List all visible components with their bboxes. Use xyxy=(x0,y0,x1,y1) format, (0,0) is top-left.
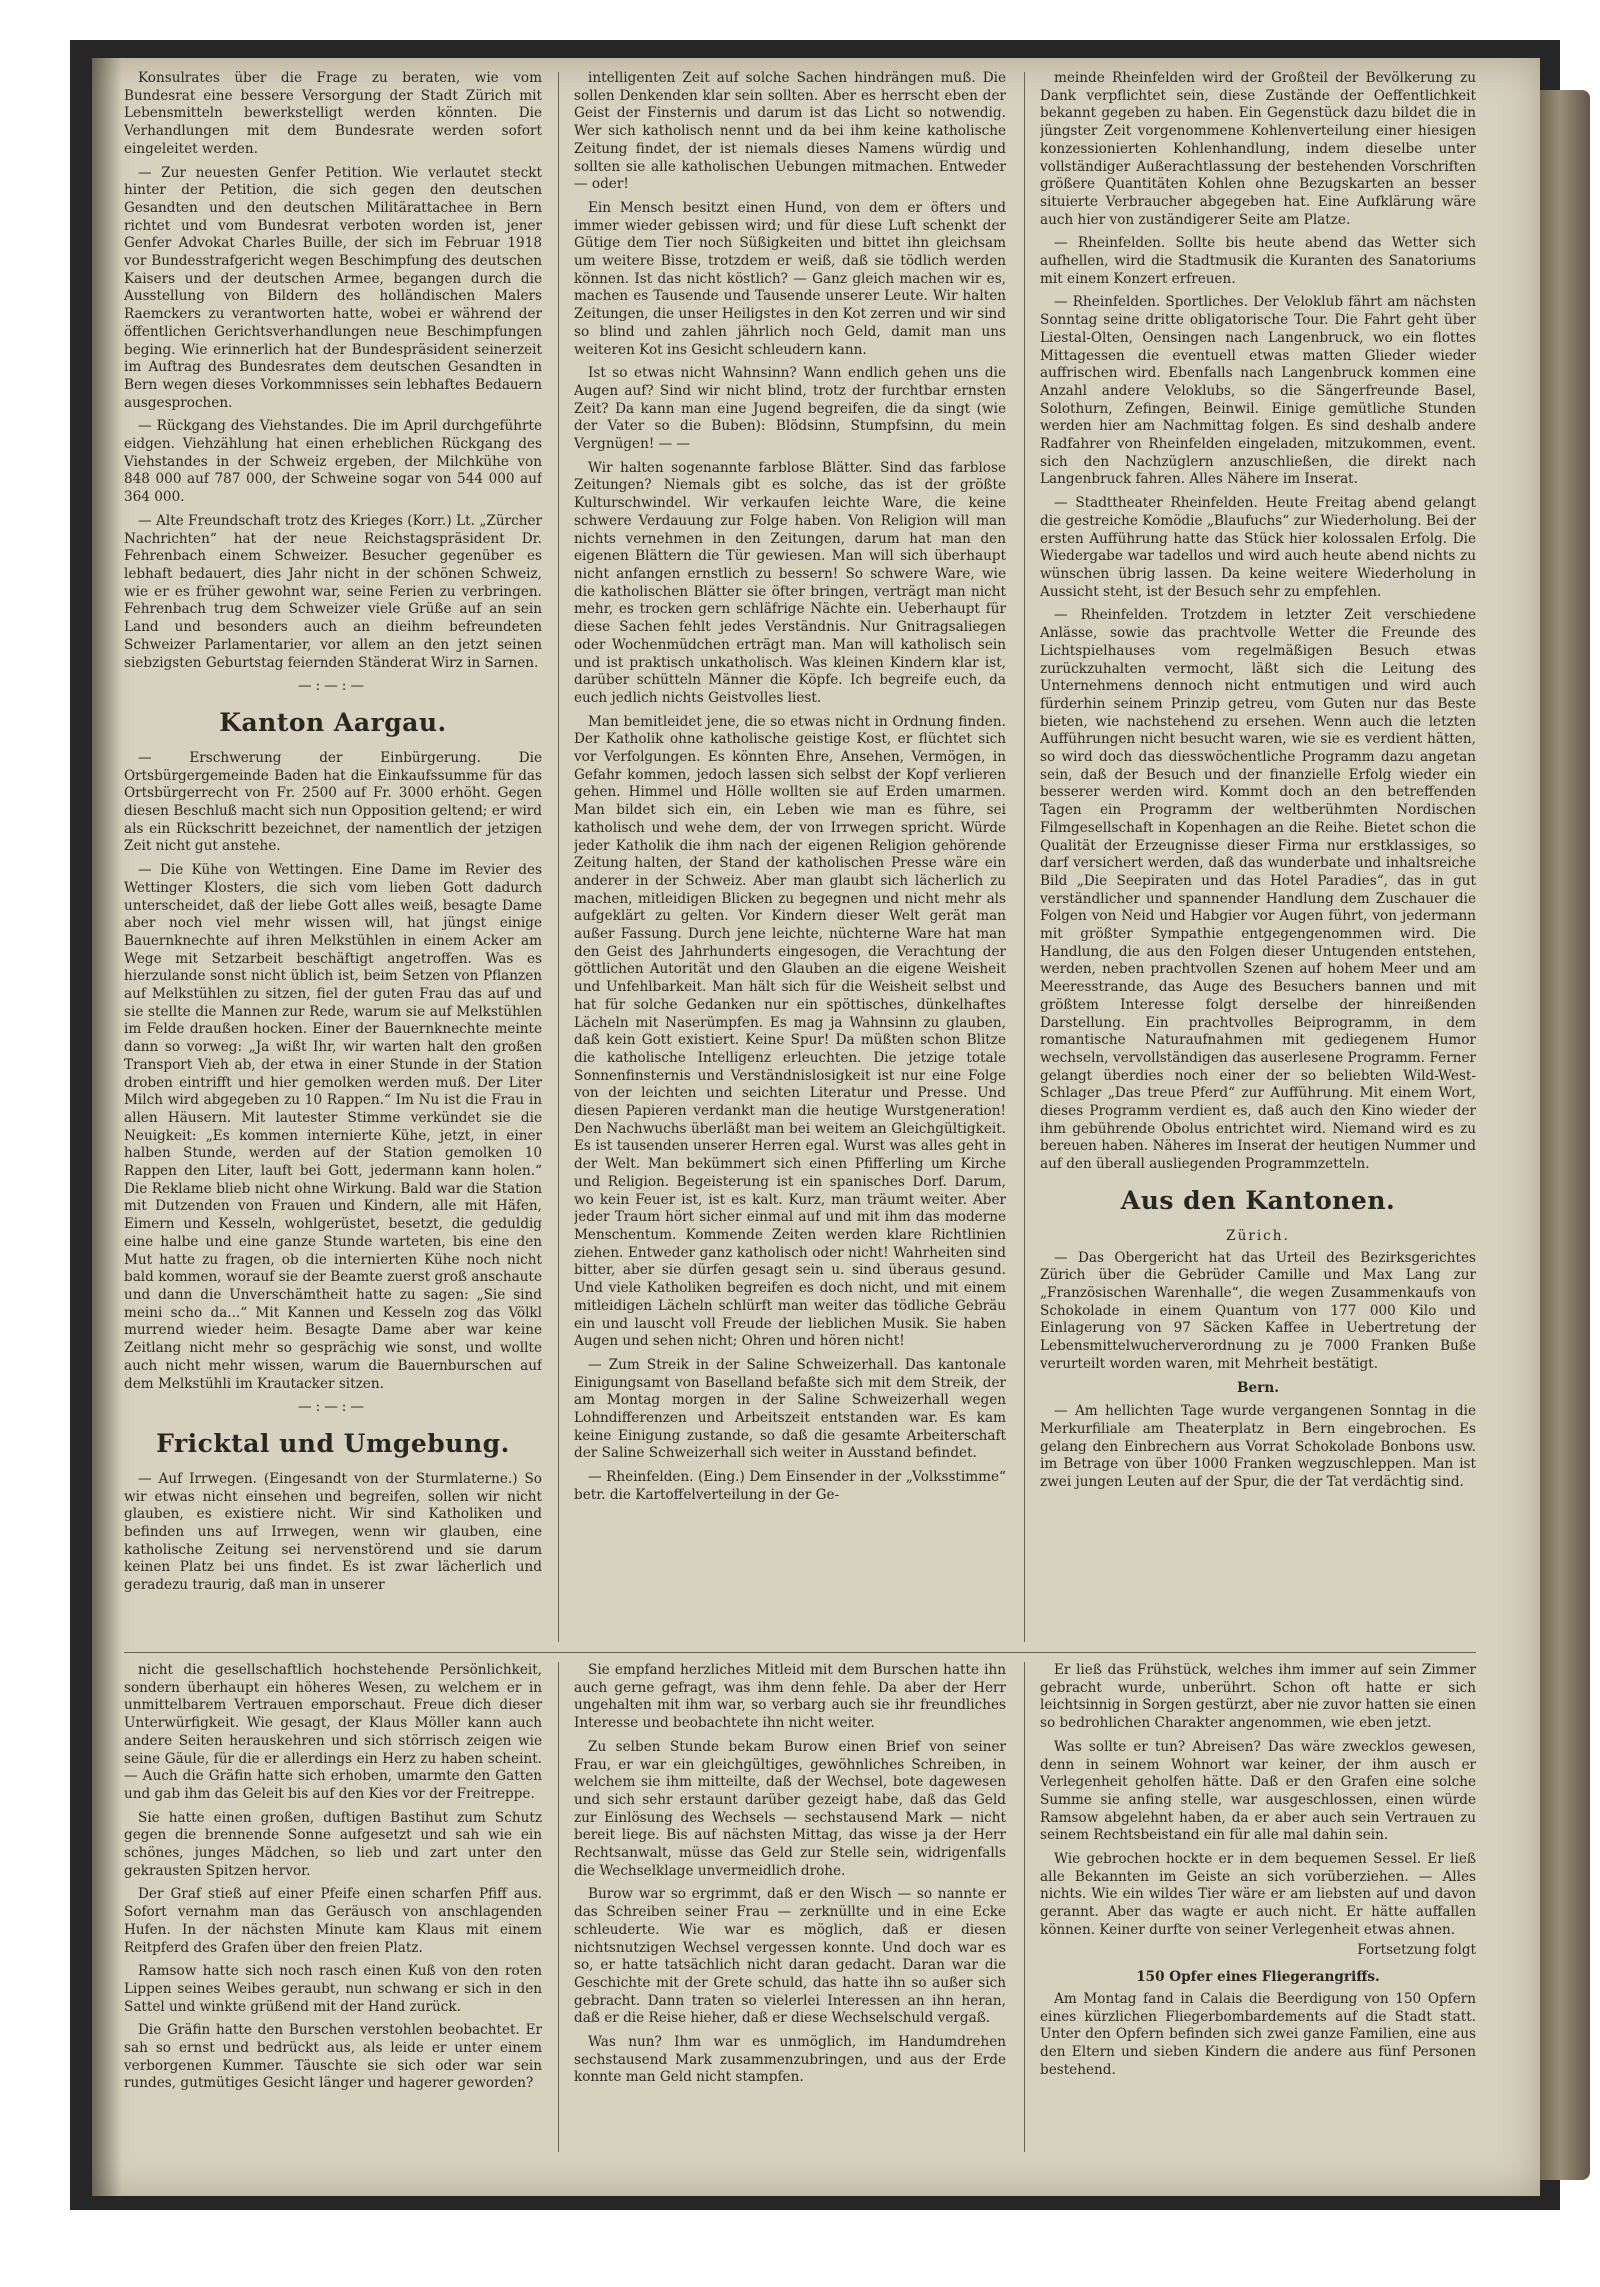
paragraph: Ramsow hatte sich noch rasch einen Kuß von den roten Lippen seines Weibes geraubt, nun schwang er sich in den Sattel und winkte grüßend mit der Hand zurück. xyxy=(124,1963,542,2015)
paragraph: — Erschwerung der Einbürgerung. Die Ortsbürgergemeinde Baden hat die Einkaufssumme für das Ortsbürgerrecht von Fr. 2500 auf Fr. 3000 erhöht. Gegen diesen Beschluß macht sich nun Opposition geltend; er wird als ein Rückschritt bezeichnet, der namentlich der jetzigen Zeit nicht gut anstehe. xyxy=(124,749,542,855)
paragraph: — Am hellichten Tage wurde vergangenen Sonntag in die Merkurfiliale am Theaterplatz in Bern eingebrochen. Es gelang den Einbrechern aus Vorrat Schokolade Bonbons usw. im Betrage von über 1000 Franken wegzuschleppen. Man ist zwei jungen Leuten auf der Spur, die der Tat verdächtig sind. xyxy=(1040,1403,1476,1491)
fliegerangriff-paragraphs xyxy=(1040,1991,1476,2080)
paragraph: Wie gebrochen hockte er in dem bequemen Sessel. Er ließ alle Bekannten im Geiste an sich vorüberziehen. — Alles nichts. Wie ein wildes Tier wäre er am liebsten auf und davon gerannt. Aber das wagte er auch nicht. Er hätte auffallen können. Keiner durfte von seiner Verlegenheit etwas ahnen. xyxy=(1040,1851,1476,1938)
column-rule xyxy=(558,72,559,1642)
paragraph: Die Gräfin hatte den Burschen verstohlen beobachtet. Er sah so ernst und bedrückt aus, als leide er unter einem verborgenen Kummer. Täuschte sie sich oder war sein rundes, gutmütiges Gesicht länger und hagerer geworden? xyxy=(124,2022,542,2092)
continuation-note: Fortsetzung folgt xyxy=(1357,1941,1476,1958)
paragraph: Burow war so ergrimmt, daß er den Wisch — so nannte er das Schreiben seiner Frau — zerknüllte und in eine Ecke schleuderte. Wie war es möglich, daß er diesen nichtsnutzigen Wechsel vergessen konnte. Und doch war es so, er hatte tatsächlich nicht daran gedacht. Daran war die Geschichte mit der Grete schuld, das hatte ihn so außer sich gebracht. Dann traten so vielerlei Interessen an ihn heran, daß er die Reise hieher, daß er diese Wechselschuld vergaß. xyxy=(574,1886,1006,2027)
page-stack-edge xyxy=(1540,90,1590,2180)
column-1 xyxy=(124,70,542,1640)
subheading-zurich: Zürich. xyxy=(1226,1227,1290,1244)
newspaper-page xyxy=(92,58,1540,2196)
col3-middle-articles xyxy=(1040,1250,1476,1374)
paragraph: — Rheinfelden. Sollte bis heute abend das Wetter sich aufhellen, wird die Stadtmusik die Kuranten des Sanatoriums mit einem Konzert erfreuen. xyxy=(1040,235,1476,287)
paragraph: — Alte Freundschaft trotz des Krieges (Korr.) Lt. „Zürcher Nachrichten“ hat der neue Reichstagspräsident Dr. Fehrenbach einem Schweizer. Besucher gegenüber es lebhaft bedauert, dies Jahr nicht in der schönen Schweiz, wie er es früher gewohnt war, seine Ferien zu verbringen. Fehrenbach trug dem Schweizer viele Grüße auf an sein Land und besonders auch an dieihm befreundeten Schweizer Parlamentarier, vor allem an den jetzt seinen siebzigsten Geburtstag feiernden Ständerat Wirz in Sarnen. xyxy=(124,512,542,671)
feuilleton-column-3 xyxy=(1040,1662,1476,2162)
spine-shadow xyxy=(92,58,122,2196)
paragraph: nicht die gesellschaftlich hochstehende Persönlichkeit, sondern überhaupt ein höheres Wesen, zu welchem er in unmittelbarem Vertrauen emporschaut. Freue dich dieser Unterwürfigkeit. Wie gesagt, der Klaus Möller kann auch andere Seiten herauskehren und sich störrisch zeigen wie seine Gäule, für die er allerdings ein Herz zu haben scheint. — Auch die Gräfin hatte sich erhoben, umarmte den Gatten und gab ihm das Geleit bis auf den Kies vor der Freitreppe. xyxy=(124,1662,542,1802)
paragraph: Sie empfand herzliches Mitleid mit dem Burschen hatte ihn auch gerne gefragt, was ihm denn fehle. Da aber der Herr ungehalten mit ihm war, so verbarg auch sie ihr freundliches Interesse und beobachtete ihn nicht weiter. xyxy=(574,1662,1006,1732)
paragraph: Ein Mensch besitzt einen Hund, von dem er öfters und immer wieder gebissen wird; und für diese Luft schenkt der Gütige dem Tier noch Süßigkeiten und bittet ihn gleichsam um weitere Bisse, trotzdem er weiß, daß sie tödlich werden können. Ist das nicht köstlich? — Ganz gleich machen wir es, machen es Tausende und Tausende unserer Leute. Wir halten Zeitungen, die unser Heiligstes in den Kot zerren und wir sind so blind und zahlen jährlich noch Geld, damit man uns weiteren Kot ins Gesicht schleudern kann. xyxy=(574,199,1006,358)
paragraph: — Die Kühe von Wettingen. Eine Dame im Revier des Wettinger Klosters, die sich vom lieben Gott dadurch unterscheidet, daß der liebe Gott alles weiß, besagte Dame aber noch viel mehr wissen will, hat jüngst einige Bauernknechte auf ihren Melkstühlen in einem Acker am Wege mit Setzarbeit beschäftigt angetroffen. Was es hierzulande sonst nicht üblich ist, beim Setzen von Pflanzen auf Melkstühlen zu sitzen, fiel der guten Frau das auf und sie stellte die Mannen zur Rede, warum sie auf Melkstühlen im Felde draußen hocken. Einer der Bauernknechte meinte dann so vorweg: „Ja wißt Ihr, wir warten halt den großen Transport Vieh ab, der etwa in einer Stunde in der Station droben eintrifft und hier gemolken werden muß. Der Liter Milch wird abgegeben zu 10 Rappen.“ Im Nu ist die Frau in allen Häusern. Mit lautester Stimme verkündet sie die Neuigkeit: „Es kommen internierte Kühe, jetzt, in einer halben Stunde, werden auf der Station gemolken 10 Rappen den Liter, lauft bei Gott, jedermann kann holen.“ Die Reklame blieb nicht ohne Wirkung. Bald war die Station mit Dutzenden von Frauen und Kindern, alle mit Häfen, Eimern und Kesseln, wohlgerüstet, besetzt, die geduldig eine halbe und eine ganze Stunde warteten, bis eine den Mut hatte zu fragen, ob die internierten Kühe noch nicht bald kommen, worauf sie der Beamte zuerst groß anschaute und dann die Unverschämtheit hatte zu sagen: „Sie sind meini scho da...“ Mit Kannen und Kesseln zog das Völkl murrend wieder heim. Besagte Dame aber war keine Zeitlang nicht mehr so gesprächig wie sonst, und wollte auch nicht mehr wissen, warum die Bauernburschen auf dem Melkstühli im Krautacker sitzen. xyxy=(124,862,542,1392)
paragraph: — Zum Streik in der Saline Schweizerhall. Das kantonale Einigungsamt von Baselland befaßte sich mit dem Streik, der am Montag morgen in der Saline Schweizerhall wegen Lohndifferenzen und Arbeitszeit entstanden war. Es kam keine Einigung zustande, so daß die gesamte Arbeiterschaft der Saline Schweizerhall sich weiter in Ausstand befindet. xyxy=(574,1356,1006,1462)
paragraph: Was nun? Ihm war es unmöglich, im Handumdrehen sechstausend Mark zusammenzubringen, und aus der Erde konnte man Geld nicht stampfen. xyxy=(574,2034,1006,2086)
paragraph: Der Graf stieß auf einer Pfeife einen scharfen Pfiff aus. Sofort vernahm man das Geräusch von anschlagenden Hufen. In der nächsten Minute kam Klaus mit einem Reitpferd des Grafen über den freien Platz. xyxy=(124,1886,542,1956)
paragraph: — Rheinfelden. Trotzdem in letzter Zeit verschiedene Anlässe, sowie das prachtvolle Wetter die Freunde des Lichtspielhauses vom regelmäßigen Besuch etwas zurückzuhalten vermocht, läßt sich die Leitung des Unternehmens dennoch nicht entmutigen und wird auch fürderhin seinem Prinzip getreu, vom Guten nur das Beste bieten, wie nachstehend zu ersehen. Wenn auch die letzten Aufführungen nicht besucht waren, wie sie es verdient hätten, so wird doch das diesswöchentliche Programm dazu angetan sein, daß der Besuch und der finanzielle Erfolg wieder ein besserer werden wird. Kommt doch an den betreffenden Tagen ein Programm der weltberühmten Nordischen Filmgesellschaft in Kopenhagen an die Reihe. Bietet schon die Qualität der Erzeugnisse dieser Firma nur erstklassiges, so darf versichert werden, daß das wunderbate und inhaltsreiche Bild „Die Seepiraten und das Hotel Paradies“, das in gut verständlicher und spannender Handlung dem Zuschauer die Folgen von Neid und Habgier vor Augen führt, von jedermann mit größter Sympathie entgegengenommen wird. Die Handlung, die aus den Folgen dieser Untugenden entstehen, werden, neben prachtvollen Szenen auf hohem Meer und am Meeresstrande, das Auge des Besuchers bannen und mit größtem Interesse folgt derselbe der hinreißenden Darstellung. Ein prachtvolles Beiprogramm, in dem romantische Naturaufnahmen mit gediegenem Humor wechseln, vervollständigen das auserlesene Programm. Ferner gelangt überdies noch einer der so beliebten Wild-West-Schlager „Das treue Pferd“ zur Aufführung. Mit einem Wort, dieses Programm verdient es, daß auch den Kino wieder der ihm gebührende Obolus entrichtet wird. Niemand wird es zu bereuen haben. Näheres im Inserat der heutigen Nummer und auf den überall ausliegenden Programmzetteln. xyxy=(1040,607,1476,1173)
paragraph: — Auf Irrwegen. (Eingesandt von der Sturmlaterne.) So wir etwas nicht einsehen und begreifen, sollen wir nicht glauben, es existiere nicht. Wir sind Katholiken und befinden uns auf Irrwegen, wenn wir glauben, eine katholische Zeitung sei nervenstörend und sie darum keinen Platz bei uns findet. Es ist zwar lächerlich und geradezu traurig, daß man in unserer xyxy=(124,1470,542,1594)
paragraph: — Rückgang des Viehstandes. Die im April durchgeführte eidgen. Viehzählung hat einen erheblichen Rückgang des Viehstandes in der Schweiz ergeben, der Milchkühe von 848 000 auf 787 000, der Schweine sogar von 544 000 auf 364 000. xyxy=(124,418,542,506)
paragraph: meinde Rheinfelden wird der Großteil der Bevölkerung zu Dank verpflichtet sein, diese Zustände der Oeffentlichkeit bekannt gegeben zu haben. Ein Gegenstück dazu bildet die in jüngster Zeit vorgenommene Kohlenverteilung einer hiesigen konzessionierten Kohlenhandlung, indem dieselbe unter vollständiger Außerachtlassung der bestehenden Vorschriften größere Quantitäten Kohlen ohne Bezugskarten an besser situierte Verbraucher abgegeben hat. Eine Aufklärung wäre auch hier von zuständigerer Seite am Platze. xyxy=(1040,70,1476,228)
col3-lower-articles xyxy=(1040,1403,1476,1492)
separator: —:—:— xyxy=(298,678,368,695)
paragraph: intelligenten Zeit auf solche Sachen hindrängen muß. Die sollen Denkenden klar sein sollten. Aber es herrscht eben der Geist der Finsternis und darum ist das Licht so notwendig. Wer sich katholisch nennt und da bei ihm keine katholische Zeitung findet, der ist niemals dieses Namens würdig und sollten sie alle katholischen Uebungen mitmachen. Entweder — oder! xyxy=(574,70,1006,193)
feuilleton-2-paragraphs xyxy=(574,1662,1006,2087)
section-heading-fricktal: Fricktal und Umgebung. xyxy=(156,1428,510,1458)
news-heading-fliegerangriff: 150 Opfer eines Fliegerangriffs. xyxy=(1136,1969,1380,1986)
paragraph: Am Montag fand in Calais die Beerdigung von 150 Opfern eines kürzlichen Fliegerbombardements auf die Stadt statt. Unter den Opfern befinden sich zwei ganze Familien, eine aus den Eltern und sieben Kindern die andere aus fünf Personen bestehend. xyxy=(1040,1990,1476,2078)
column-2 xyxy=(574,70,1006,1640)
column-rule xyxy=(1024,72,1025,1642)
paragraph: — Rheinfelden. Sportliches. Der Veloklub fährt am nächsten Sonntag seine dritte obligatorische Tour. Die Fahrt geht über Liestal-Olten, Oensingen nach Langenbruck, wo ein flottes Mittagessen die eventuell etwas matten Glieder wieder auffrischen wird. Ebenfalls nach Langenbruck kommen eine Anzahl andere Veloklubs, so die Sängerfreunde Basel, Solothurn, Zefingen, Beinwil. Einige gemütliche Stunden werden hier am Nachmittag folgen. Es sind deshalb andere Radfahrer von Rheinfelden eingeladen, mitzukommen, event. sich den Nachzüglern anzuschließen, die direkt nach Langenbruck fahren. Alles Nähere im Inserat. xyxy=(1040,294,1476,488)
paragraph: Wir halten sogenannte farblose Blätter. Sind das farblose Zeitungen? Niemals gibt es solche, das ist der größte Kulturschwindel. Wir verkaufen leichte Ware, die keine schwere Verdauung zur Folge haben. Von Religion will man nichts vernehmen in den Zeitungen, darum hat man den eigenen Blättern die Tür gewiesen. Man will sich überhaupt nicht anfangen ernstlich zu bessern! So schwere Ware, wie die katholischen Blätter sie öfter bringen, verträgt man nicht mehr, es trocken gern schläfrige Nächte ein. Ueberhaupt für diese Sachen fehlt jedes Verständnis. Nur Gnitragsaliegen oder Wochenmüdchen erträgt man. Man will katholisch sein und ist praktisch unkatholisch. Was kleinen Kindern klar ist, darüber schütteln Männer die Köpfe. Ich begreife euch, da euch jedlich nichts Geistvolles liest. xyxy=(574,459,1006,706)
paragraph: Konsulrates über die Frage zu beraten, wie vom Bundesrat eine bessere Versorgung der Stadt Zürich mit Lebensmitteln bewerkstelligt werden könnten. Die Verhandlungen mit dem Bundesrate werden sofort eingeleitet werden. xyxy=(124,70,542,157)
paragraph: Zu selben Stunde bekam Burow einen Brief von seiner Frau, er war ein gleichgültiges, gewöhnliches Schreiben, in welchem sie ihm mitteilte, daß der Wechsel, bote dagewesen und sich sehr erstaunt darüber gezeigt habe, daß das Geld zur Einlösung des Wechsels — sechstausend Mark — nicht bereit liege. Bis auf nächsten Mittag, das wisse ja der Herr Rechtsanwalt, müsse das Geld zur Stelle sein, widrigenfalls die Wechselklage unvermeidlich drohe. xyxy=(574,1738,1006,1879)
paragraph: Ist so etwas nicht Wahnsinn? Wann endlich gehen uns die Augen auf? Sind wir nicht blind, trotz der furchtbar ernsten Zeit? Da kann man eine Jugend begreifen, die da singt (wie der Vater so die Buben): Blödsinn, Stumpfsinn, du mein Vergnügen! — — xyxy=(574,365,1006,453)
paragraph: Was sollte er tun? Abreisen? Das wäre zwecklos gewesen, denn in seinem Wohnort war keiner, der ihm ausch er Verlegenheit geholfen hätte. Daß er den Grafen eine solche Summe sie anfing stelle, war ausgeschlossen, einen würde Ramsow abgelehnt haben, da er aber auch sein Vertrauen zu seinem Rechtsbeistand ein für alle mal dahin sein. xyxy=(1040,1738,1476,1844)
separator: —:—:— xyxy=(298,1399,368,1416)
column-3 xyxy=(1040,70,1476,1640)
paragraph: Sie hatte einen großen, duftigen Bastihut zum Schutz gegen die brennende Sonne aufgesetzt und sah wie ein schönes, junges Mädchen, so lieb und zart unter den gekrausten Spitzen hervor. xyxy=(124,1809,542,1879)
paragraph: — Rheinfelden. (Eing.) Dem Einsender in der „Volksstimme“ betr. die Kartoffelverteilung in der Ge- xyxy=(574,1469,1006,1503)
section-heading-aargau: Kanton Aargau. xyxy=(219,707,447,737)
column-rule xyxy=(558,1662,559,2152)
feuilleton-1-paragraphs xyxy=(124,1662,542,2093)
section-heading-kantonen: Aus den Kantonen. xyxy=(1120,1185,1396,1215)
paragraph: — Stadttheater Rheinfelden. Heute Freitag abend gelangt die gestreiche Komödie „Blaufuchs“ zur Wiederholung. Bei der ersten Aufführung hatte das Stück hier kolossalen Erfolg. Die Wiedergabe war tadellos und wird auch heute abend nichts zu wünschen übrig lassen. Da keine weitere Wiederholung in Aussicht steht, ist der Besuch sehr zu empfehlen. xyxy=(1040,495,1476,600)
column-rule xyxy=(1024,1662,1025,2152)
feuilleton-column-2 xyxy=(574,1662,1006,2152)
subheading-bern: Bern. xyxy=(1237,1379,1279,1396)
col1-lower-articles xyxy=(124,1471,542,1595)
feuilleton-column-1 xyxy=(124,1662,542,2152)
paragraph: Er ließ das Frühstück, welches ihm immer auf sein Zimmer gebracht wurde, unberührt. Schon oft hatte er sich leichtsinnig in Sorgen gestürzt, aber nie zuvor hatten sie einen so bedrohlichen Charakter angenommen, wie eben jetzt. xyxy=(1040,1662,1476,1732)
col2-upper-articles xyxy=(574,70,1006,1505)
col1-middle-articles xyxy=(124,750,542,1393)
paragraph: Man bemitleidet jene, die so etwas nicht in Ordnung finden. Der Katholik ohne katholische geistige Kost, er flüchtet sich vor Verfolgungen. Es könnten Ehre, Ansehen, Vermögen, in Gefahr kommen, jedoch lassen sich selbst der Kopf verlieren gehen. Himmel und Hölle wollten sie auf Erden umarmen. Man bildet sich ein, ein Leben wie man es führe, sei katholisch und wehe dem, der von Irrwegen spricht. Würde jeder Katholik die ihm nach der eigenen Religion gehörende Zeitung halten, der Stand der katholischen Presse wäre ein anderer in der Schweiz. Aber man glaubt sich lächerlich zu machen, mitleidigen Blicken zu begegnen und nicht mehr als aufgeklärt zu gelten. Vor Kindern dieser Welt gerät man außer Fassung. Durch jene leichte, nüchterne Ware hat man den Geist des Jahrhunderts eingesogen, die Verachtung der göttlichen Autorität und den Glauben an die eigene Weisheit und Unfehlbarkeit. Man hält sich für die Weisheit selbst und hat für solche Gedanken nur ein spöttisches, dünkelhaftes Lächeln mit Naserümpfen. Es mag ja Wahnsinn zu glauben, daß kein Gott existiert. Keine Spur! Da müßten schon Blitze die katholische Intelligenz erleuchten. Die jetzige totale Sonnenfinsternis und Verständnislosigkeit ist nur eine Folge von der leichten und seichten Literatur und Presse. Und diesen Papieren verdankt man die heutige Wurstgeneration! Den Nachwuchs überläßt man bei weitem an Gleichgültigkeit. Es ist tausenden unserer Herren egal. Wurst was alles geht in der Welt. Man bekümmert sich einen Pfifferling um Kirche und Religion. Begeisterung ist ein spanisches Dorf. Darum, wo kein Feuer ist, ist es kalt. Kurz, man träumt weiter. Aber jeder Traum hört sicher einmal auf und mit ihm das moderne Menschentum. Kommende Zeiten werden klare Richtlinien ziehen. Entweder ganz katholisch oder nicht! Wahrheiten sind bitter, aber sie dürfen gesagt sein u. sind überaus gesund. Und viele Katholiken begreifen es doch nicht, und mit einem mitleidigen Lächeln schlürft man weiter das tödliche Gebräu ein und lauscht voll Freude der lieblichen Musik. Sie haben Augen und sehen nicht; Ohren und hören nicht! xyxy=(574,713,1006,1350)
paragraph: — Zur neuesten Genfer Petition. Wie verlautet steckt hinter der Petition, die sich gegen den deutschen Gesandten und den deutschen Militärattachee in Bern richtet und vom Bundesrat verboten worden ist, jener Genfer Advokat Charles Buille, der sich im Februar 1918 vor Bundesstrafgericht wegen Beschimpfung des deutschen Kaisers und der deutschen Armee, begangen durch die Ausstellung von Bildern des holländischen Malers Raemckers zu verantworten hatte, wobei er während der öffentlichen Gerichtsverhandlungen neue Beschimpfungen beging. Wie erinnerlich hat der Bundespräsident seinerzeit im Auftrag des Bundesrates dem deutschen Gesandten in Bern wegen dieses Vorkommnisses sein lebhaftes Bedauern ausgesprochen. xyxy=(124,164,542,411)
feuilleton-3-paragraphs xyxy=(1040,1662,1476,1940)
feuilleton-rule xyxy=(124,1652,1476,1653)
col3-upper-articles xyxy=(1040,70,1476,1174)
col1-upper-articles xyxy=(124,70,542,672)
paragraph: — Das Obergericht hat das Urteil des Bezirksgerichtes Zürich über die Gebrüder Camille und Max Lang zur „Französischen Warenhalle“, die wegen Zusammenkaufs von Schokolade in einem Quantum von 177 000 Kilo und Einlagerung von 97 Säcken Kaffee in Uebertretung der Lebensmittelwucherverordnung zu je 7000 Franken Buße verurteilt worden waren, mit Mehrheit bestätigt. xyxy=(1040,1249,1476,1372)
